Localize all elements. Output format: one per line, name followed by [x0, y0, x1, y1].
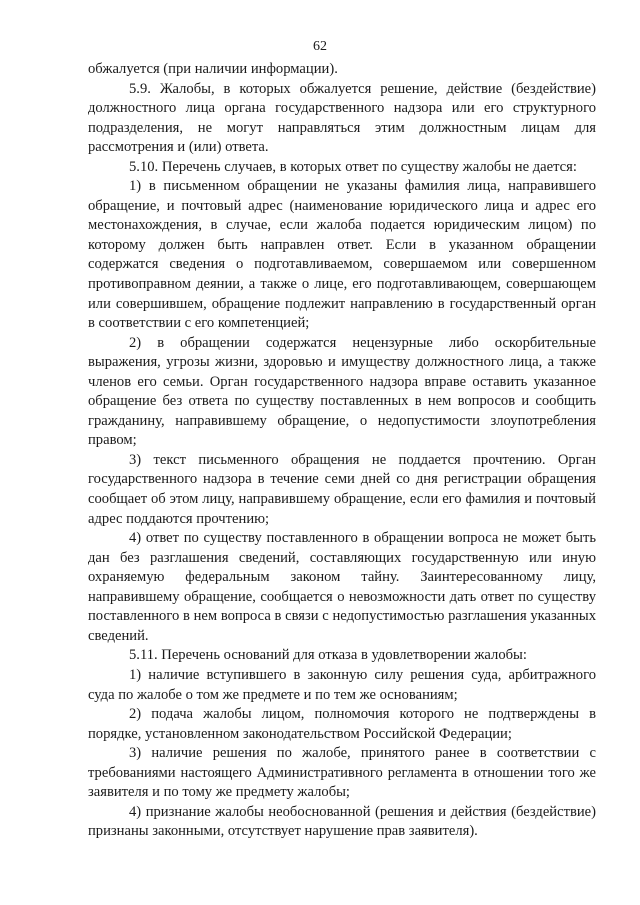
list-item-5-10-3: 3) текст письменного обращения не поддается прочтению. Орган государственного надзора в течение семи дней со дня регистрации обращения сообщает об этом лицу, направившему обращение, если его фамилия и почтовый адрес поддаются прочтению; — [88, 451, 596, 527]
document-body — [88, 60, 596, 842]
page-number: 62 — [313, 39, 327, 54]
list-item-5-11-1: 1) наличие вступившего в законную силу решения суда, арбитражного суда по жалобе о том же предмете и по тем же основаниям; — [88, 666, 596, 703]
list-item-5-10-2: 2) в обращении содержатся нецензурные либо оскорбительные выражения, угрозы жизни, здоровью и имуществу должностного лица, а также членов его семьи. Орган государственного надзора вправе оставить указанное обращение без ответа по существу поставленных в нем вопросов и сообщить гражданину, направившему обращение, о недопустимости злоупотребления правом; — [88, 334, 596, 449]
paragraph-continuation: обжалуется (при наличии информации). — [88, 61, 338, 77]
list-item-5-11-4: 4) признание жалобы необоснованной (решения и действия (бездействие) признаны законными, отсутствует нарушение прав заявителя). — [88, 803, 596, 840]
list-item-5-11-3: 3) наличие решения по жалобе, принятого ранее в соответствии с требованиями настоящего Административного регламента в отношении того же заявителя и по тому же предмету жалобы; — [88, 745, 596, 801]
paragraph-5-11: 5.11. Перечень оснований для отказа в удовлетворении жалобы: — [129, 647, 527, 664]
paragraph-5-9: 5.9. Жалобы, в которых обжалуется решение, действие (бездействие) должностного лица органа государственного надзора или его структурного подразделения, не могут направляться этим должностным лицам для рассмотрения и (или) ответа. — [88, 80, 596, 156]
list-item-5-10-1: 1) в письменном обращении не указаны фамилия лица, направившего обращение, и почтовый адрес (наименование юридического лица и адрес его местонахождения, в случае, если жалоба подается юридическим лицом) по которому должен быть направлен ответ. Если в указанном обращении содержатся сведения о подготавливаемом, совершаемом или совершенном противоправном деянии, а также о лице, его подготавливающем, совершающем или совершившем, обращение подлежит направлению в государственный орган в соответствии с его компетенцией; — [88, 178, 596, 332]
list-item-5-11-2: 2) подача жалобы лицом, полномочия которого не подтверждены в порядке, установленном законодательством Российской Федерации; — [88, 706, 596, 742]
paragraph-5-10: 5.10. Перечень случаев, в которых ответ по существу жалобы не дается: — [129, 158, 577, 175]
list-item-5-10-4: 4) ответ по существу поставленного в обращении вопроса не может быть дан без разглашения сведений, составляющих государственную или иную охраняемую федеральным законом тайну. Заинтересованному лицу, направившему обращение, сообщается о невозможности дать ответ по существу поставленного в нем вопроса в связи с недопустимостью разглашения указанных сведений. — [88, 530, 596, 644]
